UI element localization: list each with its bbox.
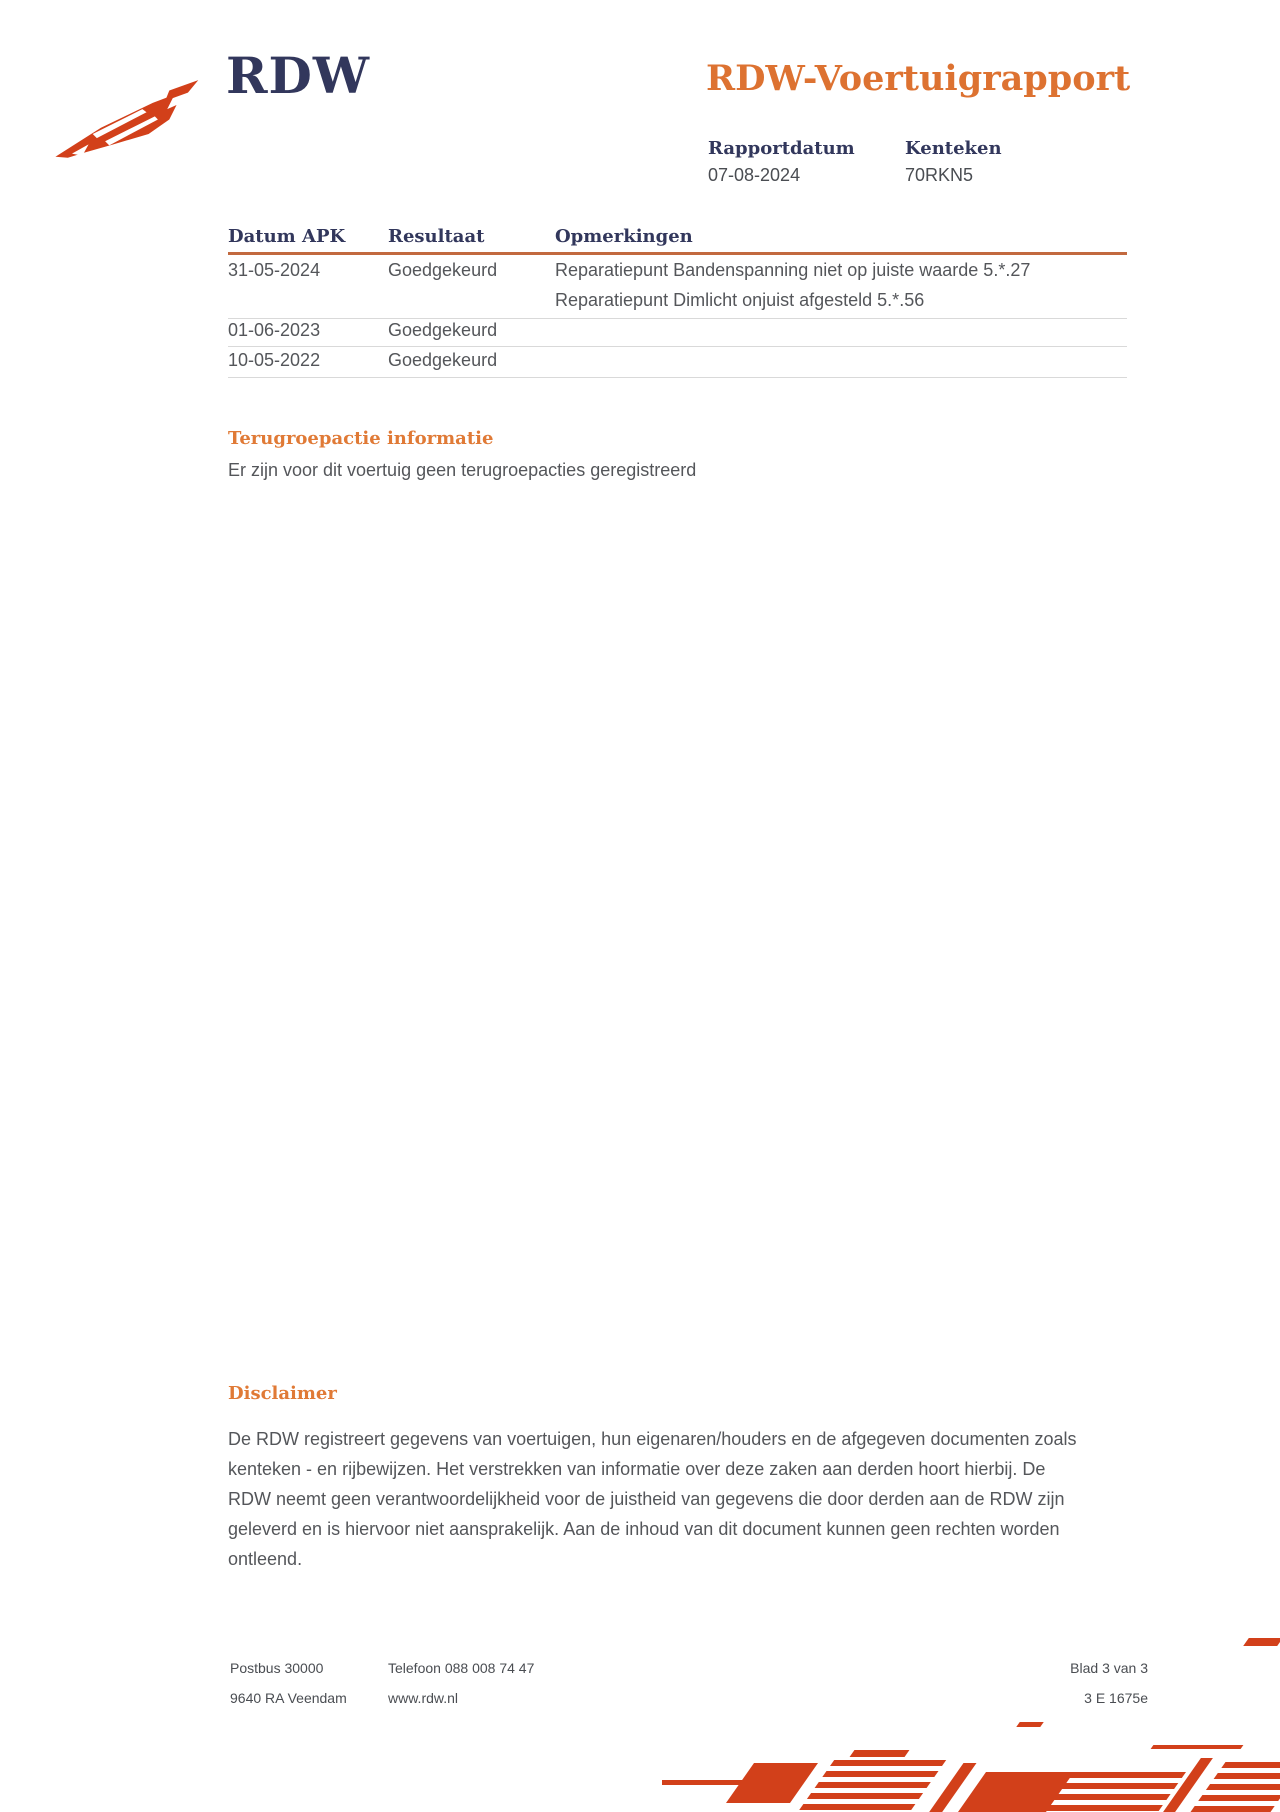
apk-date: 10-05-2022 (228, 350, 321, 370)
table-header-rule (228, 252, 1127, 255)
rdw-wing-graphic (0, 1630, 1280, 1812)
row-separator (228, 377, 1127, 378)
rdw-wordmark: RDW (226, 46, 371, 105)
apk-remark: Reparatiepunt Dimlicht onjuist afgesteld 5.*.56 (555, 290, 925, 310)
disclaimer-text-line: geleverd en is hiervoor niet aansprakelijk. Aan de inhoud van dit document kunnen geen rechten worden (228, 1519, 1060, 1539)
table-header-opmerkingen: Opmerkingen (555, 226, 693, 247)
disclaimer-text-line: De RDW registreert gegevens van voertuigen, hun eigenaren/houders en de afgegeven documenten zoals (228, 1429, 1077, 1449)
footer-phone: Telefoon 088 008 74 47 (388, 1660, 535, 1676)
rapportdatum-label: Rapportdatum (708, 138, 855, 159)
kenteken-value: 70RKN5 (905, 165, 974, 185)
row-separator (228, 318, 1127, 319)
footer-page-indicator: Blad 3 van 3 (1070, 1660, 1148, 1676)
apk-remark: Reparatiepunt Bandenspanning niet op juiste waarde 5.*.27 (555, 260, 1031, 280)
wing-shape (850, 1750, 910, 1757)
row-separator (228, 346, 1127, 347)
apk-result: Goedgekeurd (388, 350, 498, 370)
apk-result: Goedgekeurd (388, 320, 498, 340)
wing-shape (798, 1760, 946, 1812)
apk-date: 01-06-2023 (228, 320, 321, 340)
apk-result: Goedgekeurd (388, 260, 498, 280)
rapportdatum-value: 07-08-2024 (708, 165, 801, 185)
apk-date: 31-05-2024 (228, 260, 321, 280)
disclaimer-text-line: ontleend. (228, 1549, 303, 1569)
wing-shape (662, 1780, 747, 1785)
footer-address-line2: 9640 RA Veendam (230, 1690, 347, 1706)
table-header-datum-apk: Datum APK (228, 226, 346, 247)
disclaimer-text-line: kenteken - en rijbewijzen. Het verstrekken van informatie over deze zaken aan derden hoort hierbij. De (228, 1459, 1046, 1479)
footer-form-code: 3 E 1675e (1084, 1690, 1148, 1706)
kenteken-label: Kenteken (905, 138, 1002, 159)
wing-shape (1243, 1638, 1280, 1646)
disclaimer-text-line: RDW neemt geen verantwoordelijkheid voor de juistheid van gegevens die door derden aan de RDW zijn (228, 1489, 1065, 1509)
rdw-logo-wing-icon (52, 76, 210, 164)
terugroepactie-heading: Terugroepactie informatie (228, 428, 494, 449)
wing-shape (1016, 1722, 1044, 1727)
wing-shape (726, 1763, 818, 1803)
table-header-resultaat: Resultaat (388, 226, 485, 247)
disclaimer-heading: Disclaimer (228, 1383, 337, 1404)
wing-shape (1151, 1745, 1244, 1749)
footer-website: www.rdw.nl (388, 1690, 459, 1706)
footer-address-line1: Postbus 30000 (230, 1660, 324, 1676)
terugroepactie-body: Er zijn voor dit voertuig geen terugroepacties geregistreerd (228, 460, 697, 480)
page-title: RDW-Voertuigrapport (706, 58, 1131, 99)
